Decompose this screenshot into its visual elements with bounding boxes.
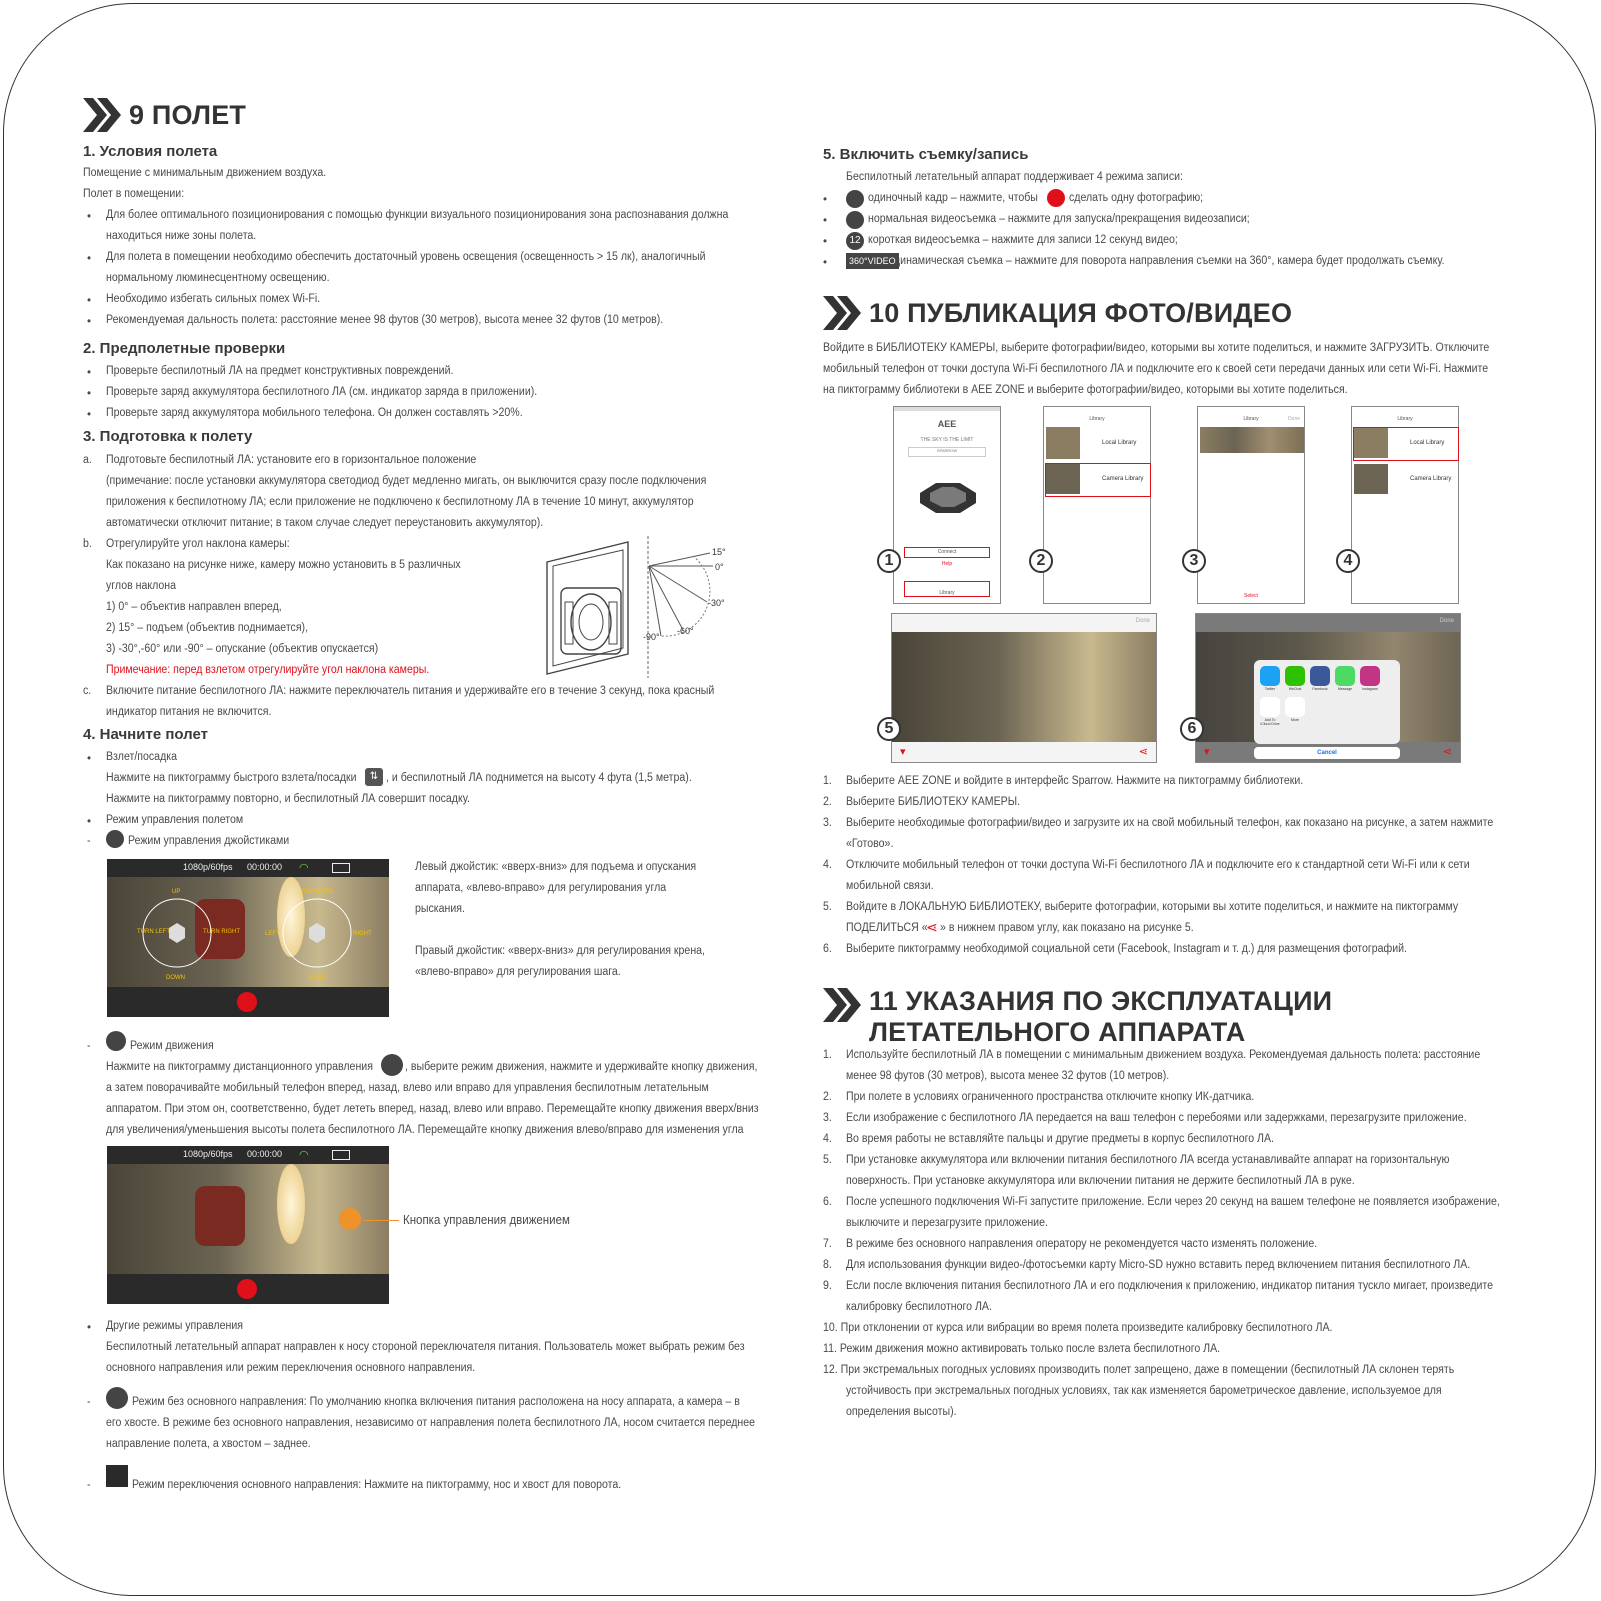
text: 2) 15° – подъем (объектив поднимается), xyxy=(106,622,309,634)
library-button[interactable]: Library xyxy=(904,581,990,597)
text: Выберите необходимые фотографии/видео и загрузите их на свой мобильный телефон, как показано на рисунке, а затем нажмите xyxy=(846,817,1494,829)
text: рыскания. xyxy=(415,903,465,915)
joystick-mode-icon xyxy=(106,830,124,848)
list-marker: b. xyxy=(83,538,92,550)
more-icon[interactable] xyxy=(1285,697,1305,717)
text: Если после включения питания беспилотного ЛА и его подключения к приложению, индикатор питания тускло мигает, произведите xyxy=(846,1280,1494,1292)
list-marker: 5. xyxy=(823,1154,832,1166)
bullet: • xyxy=(87,295,92,307)
dash: - xyxy=(87,1479,91,1491)
text: Необходимо избегать сильных помех Wi-Fi. xyxy=(106,293,321,305)
text: приложения к беспилотному ЛА; если приложение не подключено к беспилотному ЛА в течение 10 минут, аккумулятор xyxy=(106,496,694,508)
text: динамическая съемка – нажмите для поворота направления съемки на 360°, камера будет продолжать съемку. xyxy=(894,255,1445,267)
facebook-icon[interactable] xyxy=(1310,666,1330,686)
text: нормальному люминесцентному освещению. xyxy=(106,272,330,284)
text: «влево-вправо» для регулирования шага. xyxy=(415,966,621,978)
bullet: • xyxy=(823,215,828,227)
text: (примечание: после установки аккумулятора светодиод будет медленно мигать, он выключится сразу после подключения xyxy=(106,475,707,487)
text: мобильный телефон от точки доступа Wi-Fi беспилотного ЛА и подключите его к своей сети передачи данных или сети Wi-Fi. Нажмите xyxy=(823,363,1489,375)
chevron-right-icon xyxy=(83,98,123,132)
motion-control-button[interactable] xyxy=(339,1208,361,1230)
remote-control-icon xyxy=(381,1054,403,1076)
text: поверхность. При установке аккумулятора или включении питания не держите беспилотный ЛА в руке. xyxy=(846,1175,1355,1187)
share-icon: ⋖ xyxy=(926,919,938,935)
bullet: • xyxy=(87,1322,92,1334)
drone-image xyxy=(916,477,980,517)
camera-icon xyxy=(846,190,864,208)
text: ПОДЕЛИТЬСЯ « xyxy=(846,922,928,934)
text: В режиме без основного направления оператору не рекомендуется часто изменять положение. xyxy=(846,1238,1318,1250)
subheading-recording: 5. Включить съемку/запись xyxy=(823,146,1029,163)
photo-preview xyxy=(892,632,1156,742)
dash: - xyxy=(87,1396,91,1408)
left-label: LEFT xyxy=(265,931,280,937)
app-logo: AEE xyxy=(937,419,957,429)
text: его хвосте. В режиме без основного направления, независимо от направления полета беспилотного ЛА, носом считается переднее xyxy=(106,1417,756,1429)
list-marker: 4. xyxy=(823,1133,832,1145)
short-video-icon: 12 xyxy=(846,232,864,250)
text: 1) 0° – объектив направлен вперед, xyxy=(106,601,282,613)
turn-right-label: TURN RIGHT xyxy=(203,929,240,935)
thumbnail xyxy=(1046,464,1080,494)
text: одиночный кадр – нажмите, чтобы xyxy=(868,192,1038,204)
angle-label: -30° xyxy=(708,598,725,608)
share-label: Facebook xyxy=(1312,687,1328,691)
takeoff-landing-icon: ⇅ xyxy=(365,768,383,786)
cancel-button[interactable]: Cancel xyxy=(1254,747,1400,759)
turn-left-label: TURN LEFT xyxy=(137,929,170,935)
text: короткая видеосъемка – нажмите для записи 12 секунд видео; xyxy=(868,234,1178,246)
section-9-title: 9 ПОЛЕТ xyxy=(129,99,247,130)
bullet: • xyxy=(823,194,828,206)
phone-screen-2 xyxy=(1043,406,1151,604)
list-marker: 6. xyxy=(823,943,832,955)
tagline: THE SKY IS THE LIMIT xyxy=(920,437,974,443)
bullet: • xyxy=(823,257,828,269)
motion-button-callout: Кнопка управления движением xyxy=(403,1213,570,1227)
angle-label: 15° xyxy=(712,547,726,557)
chevron-right-icon xyxy=(823,296,863,330)
text: Проверьте беспилотный ЛА на предмет конструктивных повреждений. xyxy=(106,365,454,377)
subheading-checks: 2. Предполетные проверки xyxy=(83,340,286,357)
select-button[interactable]: Select xyxy=(1244,593,1258,599)
camera-angle-diagram xyxy=(543,536,753,678)
message-icon[interactable] xyxy=(1335,666,1355,686)
text: нормальная видеосъемка – нажмите для запуска/прекращения видеозаписи; xyxy=(868,213,1250,225)
forward-label: FORWARD xyxy=(302,889,333,895)
shutter-button-icon xyxy=(1047,189,1065,207)
text: Режим без основного направления: По умолчанию кнопка включения питания расположена на носу аппарата, а камера – в xyxy=(132,1396,740,1408)
bullet: • xyxy=(87,816,92,828)
section-9-heading xyxy=(83,98,246,132)
control-bar xyxy=(107,1274,389,1304)
share-icon[interactable]: ⋖ xyxy=(1138,746,1148,758)
text: , и беспилотный ЛА поднимется на высоту 4 фута (1,5 метра). xyxy=(386,772,692,784)
text: Проверьте заряд аккумулятора мобильного телефона. Он должен составлять >20%. xyxy=(106,407,523,419)
thumbnail-strip xyxy=(1200,427,1304,453)
text: основного направления или режим переключения основного направления. xyxy=(106,1362,476,1374)
share-sheet xyxy=(1254,660,1400,744)
text: Отключите мобильный телефон от точки доступа Wi-Fi беспилотного ЛА и подключите его к стандартной сети Wi-Fi или к сети xyxy=(846,859,1470,871)
text: Выберите AEE ZONE и войдите в интерфейс Sparrow. Нажмите на пиктограмму библиотеки. xyxy=(846,775,1304,787)
help-link[interactable]: Help xyxy=(941,561,953,567)
person xyxy=(195,1186,245,1246)
up-label: UP xyxy=(172,889,181,895)
text: Режим переключения основного направления: Нажмите на пиктограмму, нос и хвост для поворота. xyxy=(132,1479,622,1491)
text: Нажмите на пиктограмму быстрого взлета/посадки xyxy=(106,772,357,784)
bullet: • xyxy=(87,253,92,265)
text: Как показано на рисунке ниже, камеру можно установить в 5 различных xyxy=(106,559,461,571)
text: сделать одну фотографию; xyxy=(1069,192,1204,204)
screen-title: Library xyxy=(1243,416,1259,422)
resolution-label: 1080p/60fps xyxy=(183,1149,233,1159)
text: Другие режимы управления xyxy=(106,1320,243,1332)
chevron-right-icon xyxy=(823,988,863,1022)
motion-mode-icon xyxy=(106,1031,126,1051)
text: Выберите БИБЛИОТЕКУ КАМЕРЫ. xyxy=(846,796,1021,808)
record-button[interactable] xyxy=(237,1279,257,1299)
status-bar xyxy=(107,1146,389,1164)
text: Нажмите на пиктограмму повторно, и беспилотный ЛА совершит посадку. xyxy=(106,793,470,805)
text: Войдите в БИБЛИОТЕКУ КАМЕРЫ, выберите фотографии/видео, которыми вы хотите поделиться, и нажмите ЗАГРУЗИТЬ. Отключите xyxy=(823,342,1490,354)
timer-label: 00:00:00 xyxy=(247,862,283,872)
section-11-title-line1: 11 УКАЗАНИЯ ПО ЭКСПЛУАТАЦИИ xyxy=(869,986,1333,1016)
text: менее 98 футов (30 метров), высота менее 32 футов (10 метров). xyxy=(846,1070,1170,1082)
wechat-icon[interactable] xyxy=(1285,666,1305,686)
text: Для более оптимального позиционирования с помощью функции визуального позиционирования зона распознавания должна xyxy=(106,209,729,221)
text: а затем поворачивайте мобильный телефон вперед, назад, влево или вправо для управления беспилотным летательным xyxy=(106,1082,709,1094)
section-11-heading xyxy=(823,986,1332,1048)
done-button[interactable]: Done xyxy=(1135,618,1150,624)
text: мобильной связи. xyxy=(846,880,934,892)
dash: - xyxy=(87,835,91,847)
360-video-icon: 360°VIDEO xyxy=(846,253,899,269)
list-marker: a. xyxy=(83,454,92,466)
list-marker: 1. xyxy=(823,1049,832,1061)
bullet: • xyxy=(87,211,92,223)
share-label: Twitter xyxy=(1264,687,1276,691)
direction-switch-icon xyxy=(106,1465,128,1487)
wifi-icon: ◠ xyxy=(299,1149,309,1161)
text: Полет в помещении: xyxy=(83,188,185,200)
video-icon xyxy=(846,211,864,229)
twitter-icon[interactable] xyxy=(1260,666,1280,686)
list-marker: 6. xyxy=(823,1196,832,1208)
text: Во время работы не вставляйте пальцы и другие предметы в корпус беспилотного ЛА. xyxy=(846,1133,1274,1145)
resolution-label: 1080p/60fps xyxy=(183,862,233,872)
text: При полете в условиях ограниченного пространства отключите кнопку ИК-датчика. xyxy=(846,1091,1255,1103)
back-label: BACK xyxy=(309,975,326,981)
callout-line xyxy=(363,1220,399,1221)
joystick-screenshot xyxy=(107,859,389,1017)
share-icon[interactable]: ⋖ xyxy=(1442,746,1452,758)
text: Для использования функции видео-/фотосъемки карту Micro-SD нужно вставить перед включением питания беспилотного ЛА. xyxy=(846,1259,1471,1271)
text: Беспилотный летательный аппарат направлен к носу стороной переключателя питания. Пользователь может выбрать режим без xyxy=(106,1341,745,1353)
text: Помещение с минимальным движением воздуха. xyxy=(83,167,327,179)
text: Проверьте заряд аккумулятора беспилотного ЛА (см. индикатор заряда в приложении). xyxy=(106,386,538,398)
list-marker: 3. xyxy=(823,817,832,829)
lamp xyxy=(277,1164,305,1244)
motion-screenshot xyxy=(107,1146,389,1304)
battery-icon xyxy=(332,863,350,873)
text: Используйте беспилотный ЛА в помещении с минимальным движением воздуха. Рекомендуемая дальность полета: расстояние xyxy=(846,1049,1481,1061)
text: определения высоты). xyxy=(846,1406,957,1418)
status-bar xyxy=(107,859,389,877)
subheading-start-flight: 4. Начните полет xyxy=(83,726,208,743)
text: устойчивость при экстремальных погодных условиях, так как изменяется барометрическое давление, используемое для xyxy=(846,1385,1442,1397)
bullet: • xyxy=(87,753,92,765)
text: Режим управления джойстиками xyxy=(128,835,290,847)
angle-label: -90° xyxy=(643,632,660,642)
text: для увеличения/уменьшения высоты полета беспилотного ЛА. Перемещайте кнопку движения влево/вправо для изменения угла xyxy=(106,1124,744,1136)
timer-label: 00:00:00 xyxy=(247,1149,283,1159)
headless-mode-icon xyxy=(106,1387,128,1409)
step-number: 6 xyxy=(1180,717,1204,741)
text: аппаратом. При этом он, соответственно, будет лететь вперед, назад, влево или вправо. Перемещайте кнопку движения вверх/вниз xyxy=(106,1103,759,1115)
text: , выберите режим движения, нажмите и удерживайте кнопку движения, xyxy=(405,1061,758,1073)
step-number: 1 xyxy=(877,549,901,573)
list-marker: 4. xyxy=(823,859,832,871)
text: Левый джойстик: «вверх-вниз» для подъема и опускания xyxy=(415,861,697,873)
text: Режим управления полетом xyxy=(106,814,244,826)
device-field[interactable]: SPARROW xyxy=(908,447,986,457)
text: 10. При отклонении от курса или вибрации во время полета произведите калибровку беспилотного ЛА. xyxy=(823,1322,1333,1334)
thumbnail xyxy=(1354,464,1388,494)
text: Отрегулируйте угол наклона камеры: xyxy=(106,538,290,550)
share-label: Instagram xyxy=(1362,687,1378,691)
dash: - xyxy=(87,1040,91,1052)
text: При установке аккумулятора или включении питания беспилотного ЛА всегда устанавливайте аппарат на горизонтальную xyxy=(846,1154,1450,1166)
text: находиться ниже зоны полета. xyxy=(106,230,257,242)
camera-library-item[interactable]: Camera Library xyxy=(1102,476,1144,482)
angle-label: -60° xyxy=(677,626,694,636)
text: выключите и перезагрузите приложение. xyxy=(846,1217,1048,1229)
phone-screen-3 xyxy=(1197,406,1305,604)
subheading-preparation: 3. Подготовка к полету xyxy=(83,428,253,445)
text: Выберите пиктограмму необходимой социальной сети (Facebook, Instagram и т. д.) для размещения фотографий. xyxy=(846,943,1407,955)
list-marker: 8. xyxy=(823,1259,832,1271)
text: Подготовьте беспилотный ЛА: установите его в горизонтальное положение xyxy=(106,454,477,466)
local-library-item[interactable]: Local Library xyxy=(1102,440,1137,446)
share-label: More xyxy=(1291,718,1299,722)
done-button[interactable]: Done xyxy=(1439,618,1454,624)
text: Беспилотный летательный аппарат поддерживает 4 режима записи: xyxy=(846,171,1183,183)
list-marker: 3. xyxy=(823,1112,832,1124)
text: «Готово». xyxy=(846,838,894,850)
bullet: • xyxy=(87,409,92,421)
trash-icon[interactable]: ▾ xyxy=(900,746,906,758)
joystick-overlay xyxy=(137,883,372,983)
list-marker: 1. xyxy=(823,775,832,787)
done-button[interactable]: Done xyxy=(1288,416,1300,422)
text: 12. При экстремальных погодных условиях производить полет запрещено, даже в помещении (беспилотный ЛА склонен терять xyxy=(823,1364,1455,1376)
step-number: 3 xyxy=(1182,549,1206,573)
list-marker: c. xyxy=(83,685,92,697)
camera-library-item[interactable]: Camera Library xyxy=(1410,476,1452,482)
step-number: 2 xyxy=(1029,549,1053,573)
local-library-item[interactable]: Local Library xyxy=(1410,440,1445,446)
list-marker: 7. xyxy=(823,1238,832,1250)
thumbnail xyxy=(1354,428,1388,458)
list-marker: 9. xyxy=(823,1280,832,1292)
battery-icon xyxy=(332,1150,350,1160)
screen-title: Library xyxy=(1089,416,1105,422)
list-marker: 5. xyxy=(823,901,832,913)
text: калибровку беспилотного ЛА. xyxy=(846,1301,992,1313)
list-marker: 2. xyxy=(823,796,832,808)
text: Рекомендуемая дальность полета: расстояние менее 98 футов (30 метров), высота менее 32 футов (10 метров). xyxy=(106,314,664,326)
text: Войдите в ЛОКАЛЬНУЮ БИБЛИОТЕКУ, выберите фотографии, которыми вы хотите поделиться, и нажмите на пиктограмму xyxy=(846,901,1459,913)
instagram-icon[interactable] xyxy=(1360,666,1380,686)
phone-screen-1 xyxy=(893,406,1001,604)
subheading-conditions: 1. Условия полета xyxy=(83,143,218,160)
phone-screen-6 xyxy=(1195,613,1461,763)
text: 3) -30°,-60° или -90° – опускание (объектив опускается) xyxy=(106,643,379,655)
section-10-title: 10 ПУБЛИКАЦИЯ ФОТО/ВИДЕО xyxy=(869,297,1293,328)
text: на пиктограмму библиотеки в AEE ZONE и выберите фотографии/видео, которыми вы хотите поделиться. xyxy=(823,384,1348,396)
text: Правый джойстик: «вверх-вниз» для регулирования крена, xyxy=(415,945,705,957)
text: Взлет/посадка xyxy=(106,751,177,763)
text: После успешного подключения Wi-Fi запустите приложение. Если через 20 секунд на вашем телефоне не появляется изображение, xyxy=(846,1196,1500,1208)
text: аппарата, «влево-вправо» для регулирования угла xyxy=(415,882,667,894)
connect-button[interactable]: Connect xyxy=(904,547,990,558)
wifi-icon: ◠ xyxy=(299,862,309,874)
text: Если изображение с беспилотного ЛА передается на ваш телефон с перебоями или задержками, перезагрузите приложение. xyxy=(846,1112,1467,1124)
trash-icon[interactable]: ▾ xyxy=(1204,746,1210,758)
bullet: • xyxy=(87,388,92,400)
section-11-title-line2: ЛЕТАТЕЛЬНОГО АППАРАТА xyxy=(869,1017,1246,1047)
text: углов наклона xyxy=(106,580,177,592)
step-number: 4 xyxy=(1336,549,1360,573)
text: Режим движения xyxy=(130,1040,214,1052)
down-label: DOWN xyxy=(166,975,185,981)
thumbnail xyxy=(1046,427,1080,459)
share-label: Message xyxy=(1337,687,1353,691)
screen-title: Library xyxy=(1397,416,1413,422)
step-number: 5 xyxy=(877,717,901,741)
right-label: RIGHT xyxy=(353,931,372,937)
control-bar xyxy=(107,987,389,1017)
bullet: • xyxy=(87,367,92,379)
warning-note: Примечание: перед взлетом отрегулируйте угол наклона камеры. xyxy=(106,664,430,676)
text: направление полета, а хвостом – заднее. xyxy=(106,1438,311,1450)
bullet: • xyxy=(823,236,828,248)
text: » в нижнем правом углу, как показано на рисунке 5. xyxy=(940,922,1194,934)
list-marker: 2. xyxy=(823,1091,832,1103)
section-10-heading xyxy=(823,296,1292,330)
text: Включите питание беспилотного ЛА: нажмите переключатель питания и удерживайте его в течение 3 секунд, пока красный xyxy=(106,685,715,697)
text: Нажмите на пиктограмму дистанционного управления xyxy=(106,1061,373,1073)
share-label: Add To iCloud Drive xyxy=(1260,718,1280,726)
angle-label: 0° xyxy=(715,562,724,572)
share-label: WeChat xyxy=(1288,687,1302,691)
phone-screen-4 xyxy=(1351,406,1459,604)
text: 11. Режим движения можно активировать только после взлета беспилотного ЛА. xyxy=(823,1343,1221,1355)
icloud-icon[interactable] xyxy=(1260,697,1280,717)
text: индикатор питания не включится. xyxy=(106,706,272,718)
text: автоматически отключит питание; в таком случае следует переустановить аккумулятор). xyxy=(106,517,544,529)
phone-screen-5 xyxy=(891,613,1157,763)
text: Для полета в помещении необходимо обеспечить достаточный уровень освещения (освещенность > 15 лк), аналогичный xyxy=(106,251,706,263)
bullet: • xyxy=(87,316,92,328)
record-button[interactable] xyxy=(237,992,257,1012)
